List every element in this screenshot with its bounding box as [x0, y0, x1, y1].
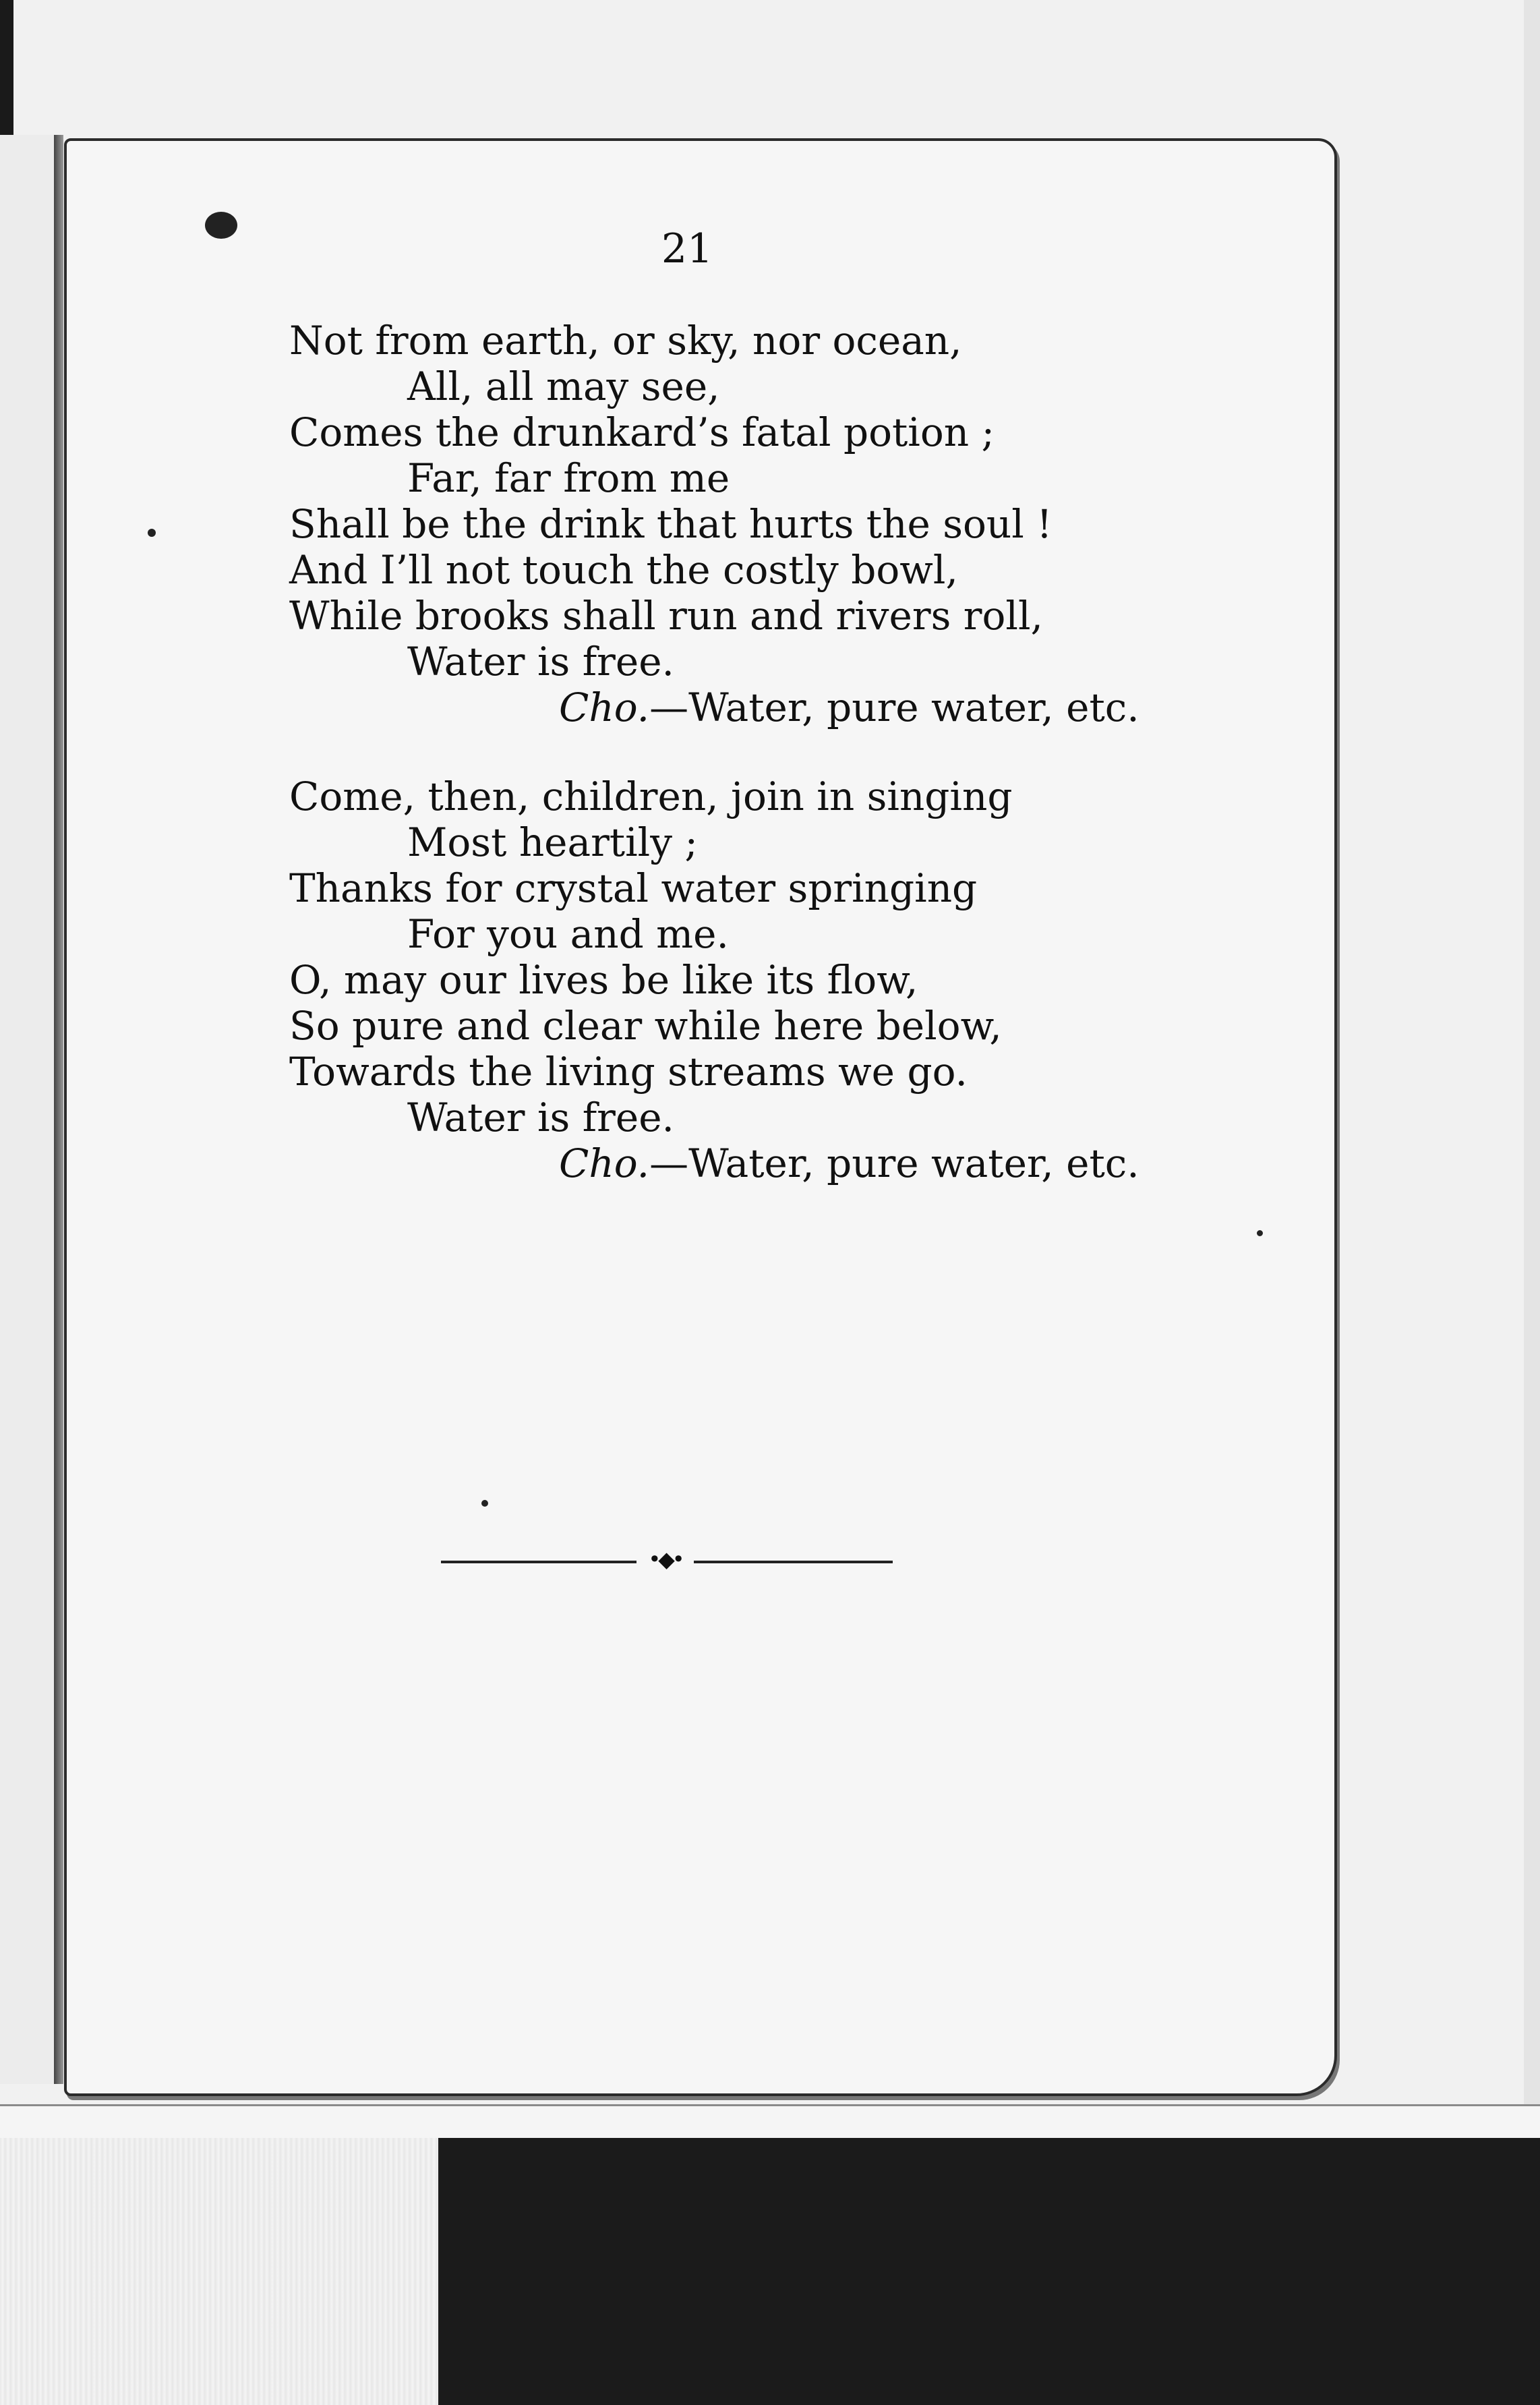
verse-line: And I’ll not touch the costly bowl,	[289, 547, 958, 593]
verse-line: Water is free.	[407, 1095, 674, 1140]
scan-bottom-strip	[0, 2104, 1540, 2140]
verse-line: Shall be the drink that hurts the soul !	[289, 501, 1053, 547]
verse-line: All, all may see,	[407, 364, 720, 409]
book-cover-edge	[0, 2138, 438, 2405]
section-divider	[441, 1546, 893, 1572]
verse-line: Thanks for crystal water springing	[289, 865, 978, 911]
book-page	[64, 138, 1337, 2096]
stanza-1	[289, 318, 1301, 730]
book-gutter	[54, 135, 63, 2084]
scan-background-right	[1524, 0, 1540, 2405]
page-number: 21	[661, 225, 713, 272]
chorus-label: Cho.	[559, 685, 650, 730]
ink-speck	[1257, 1230, 1263, 1236]
verse-line: Comes the drunkard’s fatal potion ;	[289, 409, 995, 455]
verse-line: O, may our lives be like its flow,	[289, 957, 918, 1003]
verse-line: Most heartily ;	[407, 819, 698, 865]
chorus-text: —Water, pure water, etc.	[649, 685, 1139, 730]
ink-speck	[481, 1500, 488, 1507]
verse-line: For you and me.	[407, 911, 729, 957]
left-page-edge	[0, 135, 61, 2084]
scan-background-corner	[0, 0, 13, 135]
ink-blot	[205, 212, 237, 239]
divider-rule-right	[694, 1561, 893, 1563]
verse-line: Far, far from me	[407, 455, 730, 501]
verse-line: Come, then, children, join in singing	[289, 774, 1013, 819]
chorus-line	[289, 685, 1301, 730]
verse-line: Towards the living streams we go.	[289, 1049, 968, 1095]
stanza-2	[289, 774, 1301, 1186]
scan-background-dark	[438, 2138, 1540, 2405]
verse-line: While brooks shall run and rivers roll,	[289, 593, 1043, 639]
ink-speck	[148, 529, 156, 537]
chorus-label: Cho.	[559, 1140, 650, 1186]
divider-ornament: •◆•	[648, 1546, 682, 1572]
verse-line: Water is free.	[407, 639, 674, 685]
verse-line: So pure and clear while here below,	[289, 1003, 1002, 1049]
divider-rule-left	[441, 1561, 636, 1563]
chorus-text: —Water, pure water, etc.	[649, 1140, 1139, 1186]
chorus-line	[289, 1140, 1301, 1186]
verse-line: Not from earth, or sky, nor ocean,	[289, 318, 962, 364]
